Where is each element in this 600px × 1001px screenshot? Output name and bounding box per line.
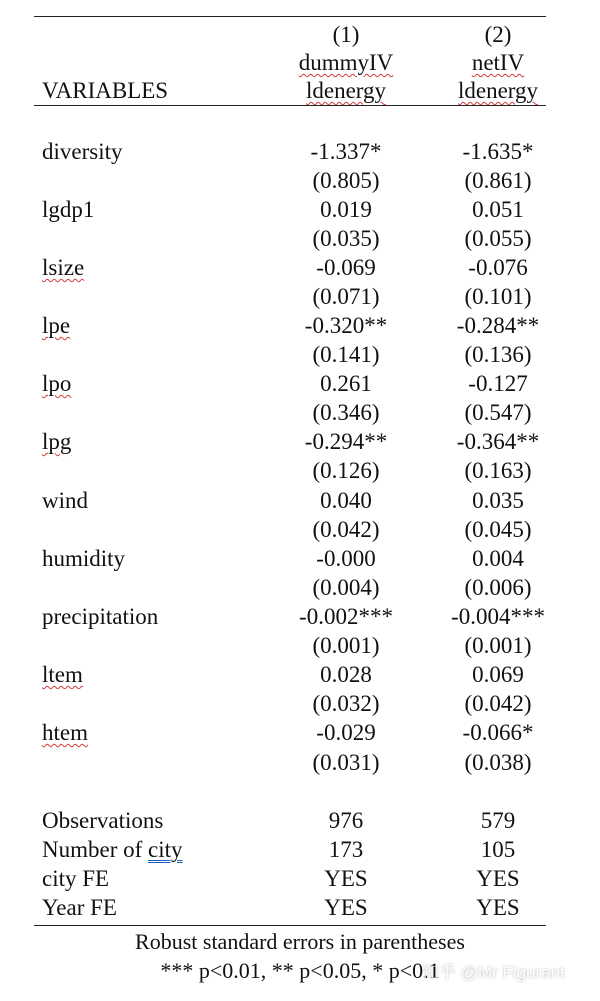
variable-name: ltem bbox=[42, 662, 83, 687]
table-row bbox=[0, 718, 600, 748]
coef-col1: -0.294** bbox=[304, 429, 388, 454]
variable-name: precipitation bbox=[42, 604, 159, 629]
se-col2: (0.006) bbox=[464, 575, 532, 600]
coef-col1: -0.069 bbox=[316, 255, 376, 280]
stat-label-underlined: city bbox=[148, 837, 183, 862]
se-col1: (0.035) bbox=[312, 226, 380, 251]
table-row bbox=[0, 369, 600, 399]
se-col1: (0.071) bbox=[312, 284, 380, 309]
coef-col1: -1.337* bbox=[310, 139, 382, 164]
se-col2: (0.045) bbox=[464, 517, 532, 542]
stat-col1: 173 bbox=[328, 837, 364, 862]
se-col1: (0.126) bbox=[312, 458, 380, 483]
table-row bbox=[0, 544, 600, 574]
significance-note: *** p<0.01, ** p<0.05, * p<0.1 bbox=[160, 958, 440, 983]
col1-name: dummyIV bbox=[298, 50, 394, 75]
bottom-rule bbox=[34, 925, 546, 926]
table-row bbox=[0, 195, 600, 225]
se-col1: (0.004) bbox=[312, 575, 380, 600]
se-col1: (0.042) bbox=[312, 517, 380, 542]
se-row bbox=[0, 456, 600, 486]
variable-name: lpe bbox=[42, 313, 71, 338]
col1-number: (1) bbox=[332, 22, 360, 47]
se-col1: (0.001) bbox=[312, 633, 380, 658]
table-row bbox=[0, 427, 600, 457]
col1-dependent: ldenergy bbox=[305, 78, 387, 103]
top-rule bbox=[34, 16, 546, 17]
stat-col2: 105 bbox=[480, 837, 516, 862]
variable-name: lpo bbox=[42, 371, 72, 396]
se-col2: (0.861) bbox=[464, 168, 532, 193]
se-row bbox=[0, 631, 600, 661]
variable-name: humidity bbox=[42, 546, 126, 571]
coef-col2: 0.035 bbox=[472, 488, 524, 513]
coef-col2: -0.076 bbox=[468, 255, 528, 280]
stat-col1: YES bbox=[324, 895, 368, 920]
coef-col2: -1.635* bbox=[462, 139, 534, 164]
variable-name: lgdp1 bbox=[42, 197, 95, 222]
stats-row bbox=[0, 893, 600, 923]
coef-col2: -0.364** bbox=[456, 429, 540, 454]
se-col1: (0.346) bbox=[312, 400, 380, 425]
se-col2: (0.038) bbox=[464, 750, 532, 775]
se-row bbox=[0, 748, 600, 778]
header-row-variables bbox=[0, 76, 600, 106]
se-col1: (0.032) bbox=[312, 691, 380, 716]
header-row-names bbox=[0, 48, 600, 78]
se-row bbox=[0, 573, 600, 603]
se-col1: (0.141) bbox=[312, 342, 380, 367]
variables-label: VARIABLES bbox=[42, 78, 169, 103]
variable-name: lsize bbox=[42, 255, 85, 280]
se-col1: (0.031) bbox=[312, 750, 380, 775]
coef-col2: 0.069 bbox=[472, 662, 524, 687]
table-row bbox=[0, 137, 600, 167]
se-col1: (0.805) bbox=[312, 168, 380, 193]
se-row bbox=[0, 340, 600, 370]
se-col2: (0.136) bbox=[464, 342, 532, 367]
stat-col2: YES bbox=[476, 895, 520, 920]
coef-col2: -0.127 bbox=[468, 371, 528, 396]
coef-col2: -0.284** bbox=[456, 313, 540, 338]
se-col2: (0.163) bbox=[464, 458, 532, 483]
coef-col1: -0.002*** bbox=[299, 604, 393, 629]
col2-dependent: ldenergy bbox=[457, 78, 539, 103]
col2-name: netIV bbox=[471, 50, 525, 75]
coef-col1: -0.000 bbox=[316, 546, 376, 571]
header-rule bbox=[34, 105, 546, 106]
stat-label: Year FE bbox=[42, 895, 117, 920]
stats-row bbox=[0, 864, 600, 894]
coef-col1: 0.028 bbox=[320, 662, 372, 687]
coef-col2: -0.004*** bbox=[451, 604, 545, 629]
stat-col1: YES bbox=[324, 866, 368, 891]
stats-row bbox=[0, 806, 600, 836]
se-col2: (0.101) bbox=[464, 284, 532, 309]
stat-label: Observations bbox=[42, 808, 164, 833]
se-row bbox=[0, 398, 600, 428]
coef-col2: 0.051 bbox=[472, 197, 524, 222]
stat-label bbox=[42, 835, 183, 865]
col2-number: (2) bbox=[484, 22, 512, 47]
coef-col1: -0.029 bbox=[316, 720, 376, 745]
stat-label-prefix: Number of bbox=[42, 837, 149, 862]
coef-col2: 0.004 bbox=[472, 546, 524, 571]
watermark: 知乎 @Mr Figurant bbox=[422, 963, 565, 982]
table-row bbox=[0, 486, 600, 516]
se-col2: (0.042) bbox=[464, 691, 532, 716]
se-row bbox=[0, 515, 600, 545]
se-row bbox=[0, 166, 600, 196]
stat-col2: 579 bbox=[480, 808, 516, 833]
stats-row bbox=[0, 835, 600, 865]
coef-col1: -0.320** bbox=[304, 313, 388, 338]
variable-name: lpg bbox=[42, 429, 72, 454]
stat-col2: YES bbox=[476, 866, 520, 891]
se-col2: (0.055) bbox=[464, 226, 532, 251]
se-col2: (0.547) bbox=[464, 400, 532, 425]
variable-name: wind bbox=[42, 488, 88, 513]
se-row bbox=[0, 689, 600, 719]
table-row bbox=[0, 660, 600, 690]
table-row bbox=[0, 311, 600, 341]
coef-col1: 0.261 bbox=[320, 371, 372, 396]
coef-col1: 0.019 bbox=[320, 197, 372, 222]
se-col2: (0.001) bbox=[464, 633, 532, 658]
table-row bbox=[0, 602, 600, 632]
table-row bbox=[0, 253, 600, 283]
table-note: Robust standard errors in parentheses bbox=[135, 929, 465, 954]
se-row bbox=[0, 282, 600, 312]
coef-col1: 0.040 bbox=[320, 488, 372, 513]
stat-col1: 976 bbox=[328, 808, 364, 833]
header-row-numbers bbox=[0, 20, 600, 50]
variable-name: diversity bbox=[42, 139, 123, 164]
se-row bbox=[0, 224, 600, 254]
stat-label: city FE bbox=[42, 866, 110, 891]
variable-name: htem bbox=[42, 720, 88, 745]
coef-col2: -0.066* bbox=[462, 720, 534, 745]
